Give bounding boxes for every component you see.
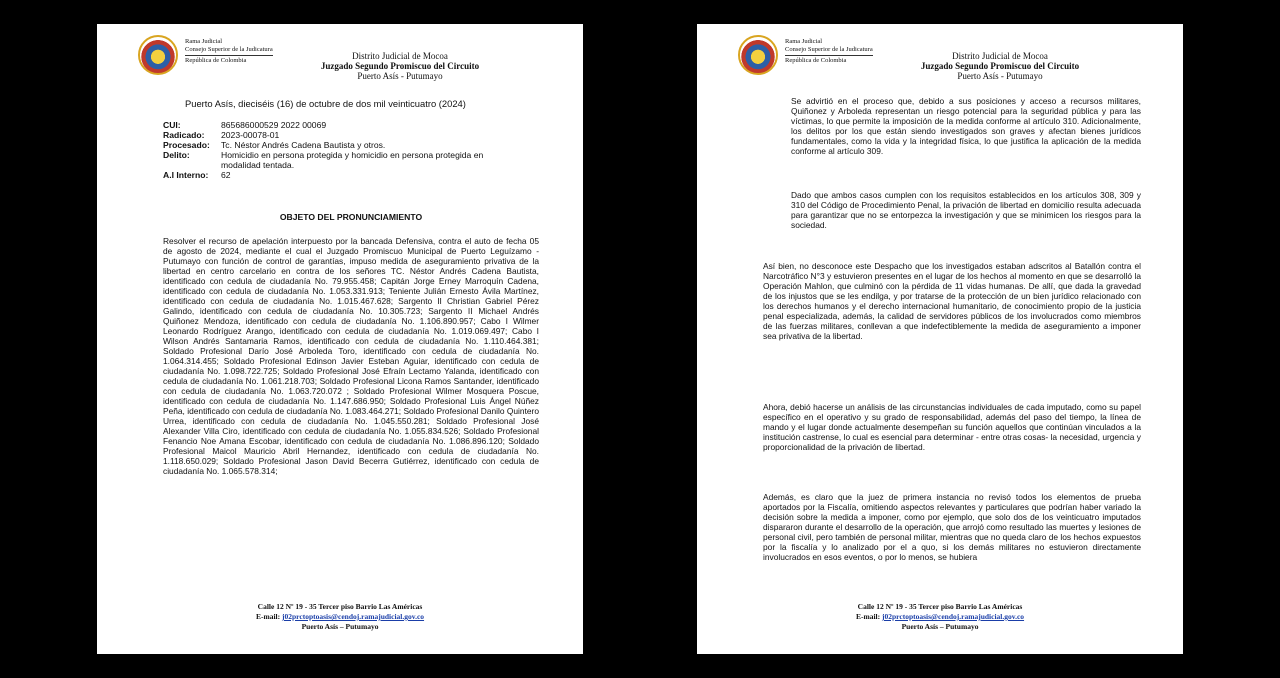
- meta-key: CUI:: [163, 120, 181, 130]
- quoted-paragraph: [791, 190, 1141, 230]
- meta-value: 865686000529 2022 00069: [221, 120, 327, 130]
- document-page-right: [697, 24, 1183, 654]
- meta-key: Procesado:: [163, 140, 210, 150]
- court-district: Distrito Judicial de Mocoa: [352, 51, 448, 61]
- footer-email-line: [697, 612, 1183, 622]
- letterhead: [97, 24, 583, 84]
- paragraph-text: Se advirtió en el proceso que, debido a sus posiciones y acceso a recursos militares, Quiñonez y Arboleda representan un riesgo potencial para la seguridad pública y para las víctimas, lo que permite la imposición de la medida conforme al artículo 310. Adicionalmente, los delitos por los que están siendo investigados son graves y afectan bienes jurídicos fundamentales, como la vida y la integridad física, lo que justifica la aplicación de la medida conforme al artículo 309.: [791, 96, 1141, 156]
- paragraph-text: Ahora, debió hacerse un análisis de las circunstancias individuales de cada imputado, como su papel específico en el operativo y su grado de responsabilidad, además del paso del tiempo, la línea de mando y el lugar donde actualmente desempeñan su función aquellos que continúan vinculados a la institución castrense, lo cual es esencial para determinar - entre otras cosas- la necesidad, urgencia y proporcionalidad de la privación de libertad.: [763, 402, 1141, 452]
- meta-row: [163, 170, 491, 180]
- body-paragraph: [763, 402, 1141, 452]
- quoted-paragraph: [791, 96, 1141, 156]
- org-line: Consejo Superior de la Judicatura: [185, 46, 273, 56]
- meta-key: Radicado:: [163, 130, 205, 140]
- court-city: Puerto Asís - Putumayo: [357, 71, 443, 81]
- footer-email-link[interactable]: j02prctoptoasis@cendoj.ramajudicial.gov.co: [282, 612, 425, 621]
- meta-row: [163, 130, 491, 140]
- letterhead: [697, 24, 1183, 84]
- court-name: Juzgado Segundo Promiscuo del Circuito: [320, 61, 480, 71]
- footer: [697, 602, 1183, 632]
- footer-city: Puerto Asís – Putumayo: [301, 622, 379, 631]
- body-paragraph: [163, 236, 539, 476]
- court-district: Distrito Judicial de Mocoa: [952, 51, 1048, 61]
- paragraph-text: Así bien, no desconoce este Despacho que los investigados estaban adscritos al Batallón contra el Narcotráfico N°3 y estuvieron presentes en el lugar de los hechos al momento en que se desarrolló la Operación Mahlon, que culminó con la pérdida de 11 vidas humanas. De allí, que dada la gravedad de los injustos que se les endilga, y por tratarse de la protección de un bien jurídico relacionado con los derechos humanos y el derecho internacional humanitario, de conocimiento propio de la justicia penal especializada, además, la calidad de servidores públicos de los involucrados como miembros de las fuerzas militares, conllevan a que indefectiblemente la medida de aseguramiento a imponer sea privativa de la libertad.: [763, 261, 1141, 341]
- body-paragraph: [763, 492, 1141, 562]
- meta-value: 2023-00078-01: [221, 130, 280, 140]
- meta-key: Delito:: [163, 150, 190, 160]
- org-line: República de Colombia: [785, 57, 847, 64]
- paragraph-text: Además, es claro que la juez de primera instancia no revisó todos los elementos de prueba aportados por la Fiscalía, omitiendo aspectos relevantes y particulares que podrían haber variado la decisión sobre la medida a imponer, como por ejemplo, que solo dos de los veinticuatro imputados dispararon durante el desarrollo de la operación, que arrojó como resultado las muertes y lesiones de personal civil, pero también de personal militar, mientras que no queda claro de los hechos expuestos por la fiscalía y lo analizado por el a quo, si los demás militares no estuvieron directamente involucrados en esos eventos, o por lo menos, se hubiera: [763, 492, 1141, 562]
- org-block: [185, 38, 273, 65]
- meta-value: 62: [221, 170, 231, 180]
- footer-email-line: [97, 612, 583, 622]
- meta-key: A.I Interno:: [163, 170, 209, 180]
- document-date: Puerto Asís, dieciséis (16) de octubre de dos mil veinticuatro (2024): [185, 98, 466, 109]
- org-line: Rama Judicial: [185, 38, 223, 45]
- footer: [97, 602, 583, 632]
- court-block: [865, 51, 1135, 81]
- case-metadata: [163, 120, 491, 180]
- meta-row: [163, 120, 491, 130]
- section-title: OBJETO DEL PRONUNCIAMIENTO: [279, 212, 423, 222]
- org-line: República de Colombia: [185, 57, 247, 64]
- court-city: Puerto Asís - Putumayo: [957, 71, 1043, 81]
- court-name: Juzgado Segundo Promiscuo del Circuito: [920, 61, 1080, 71]
- footer-address: Calle 12 Nº 19 - 35 Tercer piso Barrio Las Américas: [257, 602, 423, 611]
- meta-value: Homicidio en persona protegida y homicidio en persona protegida en modalidad tentada.: [221, 150, 484, 170]
- coat-of-arms-icon: [138, 35, 178, 75]
- footer-email-label: E-mail:: [255, 612, 281, 621]
- org-line: Consejo Superior de la Judicatura: [785, 46, 873, 56]
- court-block: [265, 51, 535, 81]
- document-page-left: [97, 24, 583, 654]
- paragraph-text: Resolver el recurso de apelación interpuesto por la bancada Defensiva, contra el auto de fecha 05 de agosto de 2024, mediante el cual el Juzgado Promiscuo Municipal de Puerto Leguízamo - Putumayo con función de control de garantías, impuso medida de aseguramiento privativa de la libertad en centro carcelario en contra de los señores TC. Néstor Andrés Cadena Bautista, identificado con cedula de ciudadanía No. 79.955.458; Capitán Jorge Erney Marroquín Cadena, identificado con cedula de ciudadanía No. 1.053.331.913; Teniente Julián Ernesto Ávila Martínez, identificado con cedula de ciudadanía No. 1.015.467.628; Sargento II Christian Gabriel Pérez Galindo, identificado con cedula de ciudadanía No. 10.305.723; Sargento II Michael Andrés Quiñonez Mendoza, identificado con cedula de ciudadanía No. 1.106.890.957; Cabo I Wilmer Leonardo Rodríguez Arango, identificado con cedula de ciudadanía No. 1.019.069.497; Cabo I Wilson Andrés Santamaria Ramos, identificado con cedula de ciudadanía No. 1.110.464.381; Soldado Profesional Darío José Arboleda Toro, identificado con cedula de ciudadanía No. 1.064.314.455; Soldado Profesional Edinson Javier Esteban Aguiar, identificado con cedula de ciudadanía No. 1.098.722.725; Soldado Profesional José Efraín Lectamo Yalanda, identificado con cedula de ciudadanía No. 1.061.218.703; Soldado Profesional Licona Ramos Santander, identificado con cedula de ciudadanía No. 1.063.720.072 ; Soldado Profesional Wilmer Mosquera Poscue, identificado con cedula de ciudadanía No. 1.147.686.950; Soldado Profesional Luis Ángel Núñez Peña, identificado con cedula de ciudadanía No. 1.083.464.271; Soldado Profesional Danilo Quintero Urrea, identificado con cedula de ciudadanía No. 1.045.550.281; Soldado Profesional José Alexander Villa Ciro, identificado con cedula de ciudadanía No. 1.055.834.526; Soldado Profesional Fenancio Noe Amana Escobar, identificado con cedula de ciudadanía No. 1.086.896.120; Soldado Profesional Maicol Mauricio Abril Hernandez, identificado con cedula de ciudadanía No. 1.118.650.029; Soldado Profesional Jason David Becerra Gutiérrez, identificado con cedula de ciudadanía No. 1.065.578.314;: [163, 236, 539, 476]
- footer-city: Puerto Asís – Putumayo: [901, 622, 979, 631]
- meta-value: Tc. Néstor Andrés Cadena Bautista y otros.: [221, 140, 386, 150]
- footer-address: Calle 12 Nº 19 - 35 Tercer piso Barrio Las Américas: [857, 602, 1023, 611]
- body-paragraph: [763, 261, 1141, 341]
- footer-email-link[interactable]: j02prctoptoasis@cendoj.ramajudicial.gov.co: [882, 612, 1025, 621]
- meta-row: [163, 150, 491, 170]
- meta-row: [163, 140, 491, 150]
- coat-of-arms-icon: [738, 35, 778, 75]
- org-line: Rama Judicial: [785, 38, 823, 45]
- footer-email-label: E-mail:: [855, 612, 881, 621]
- org-block: [785, 38, 873, 65]
- paragraph-text: Dado que ambos casos cumplen con los requisitos establecidos en los artículos 308, 309 y 310 del Código de Procedimiento Penal, la privación de libertad en domicilio resulta adecuada para garantizar que no se entorpezca la investigación y que se minimicen los riesgos para la sociedad.: [791, 190, 1141, 230]
